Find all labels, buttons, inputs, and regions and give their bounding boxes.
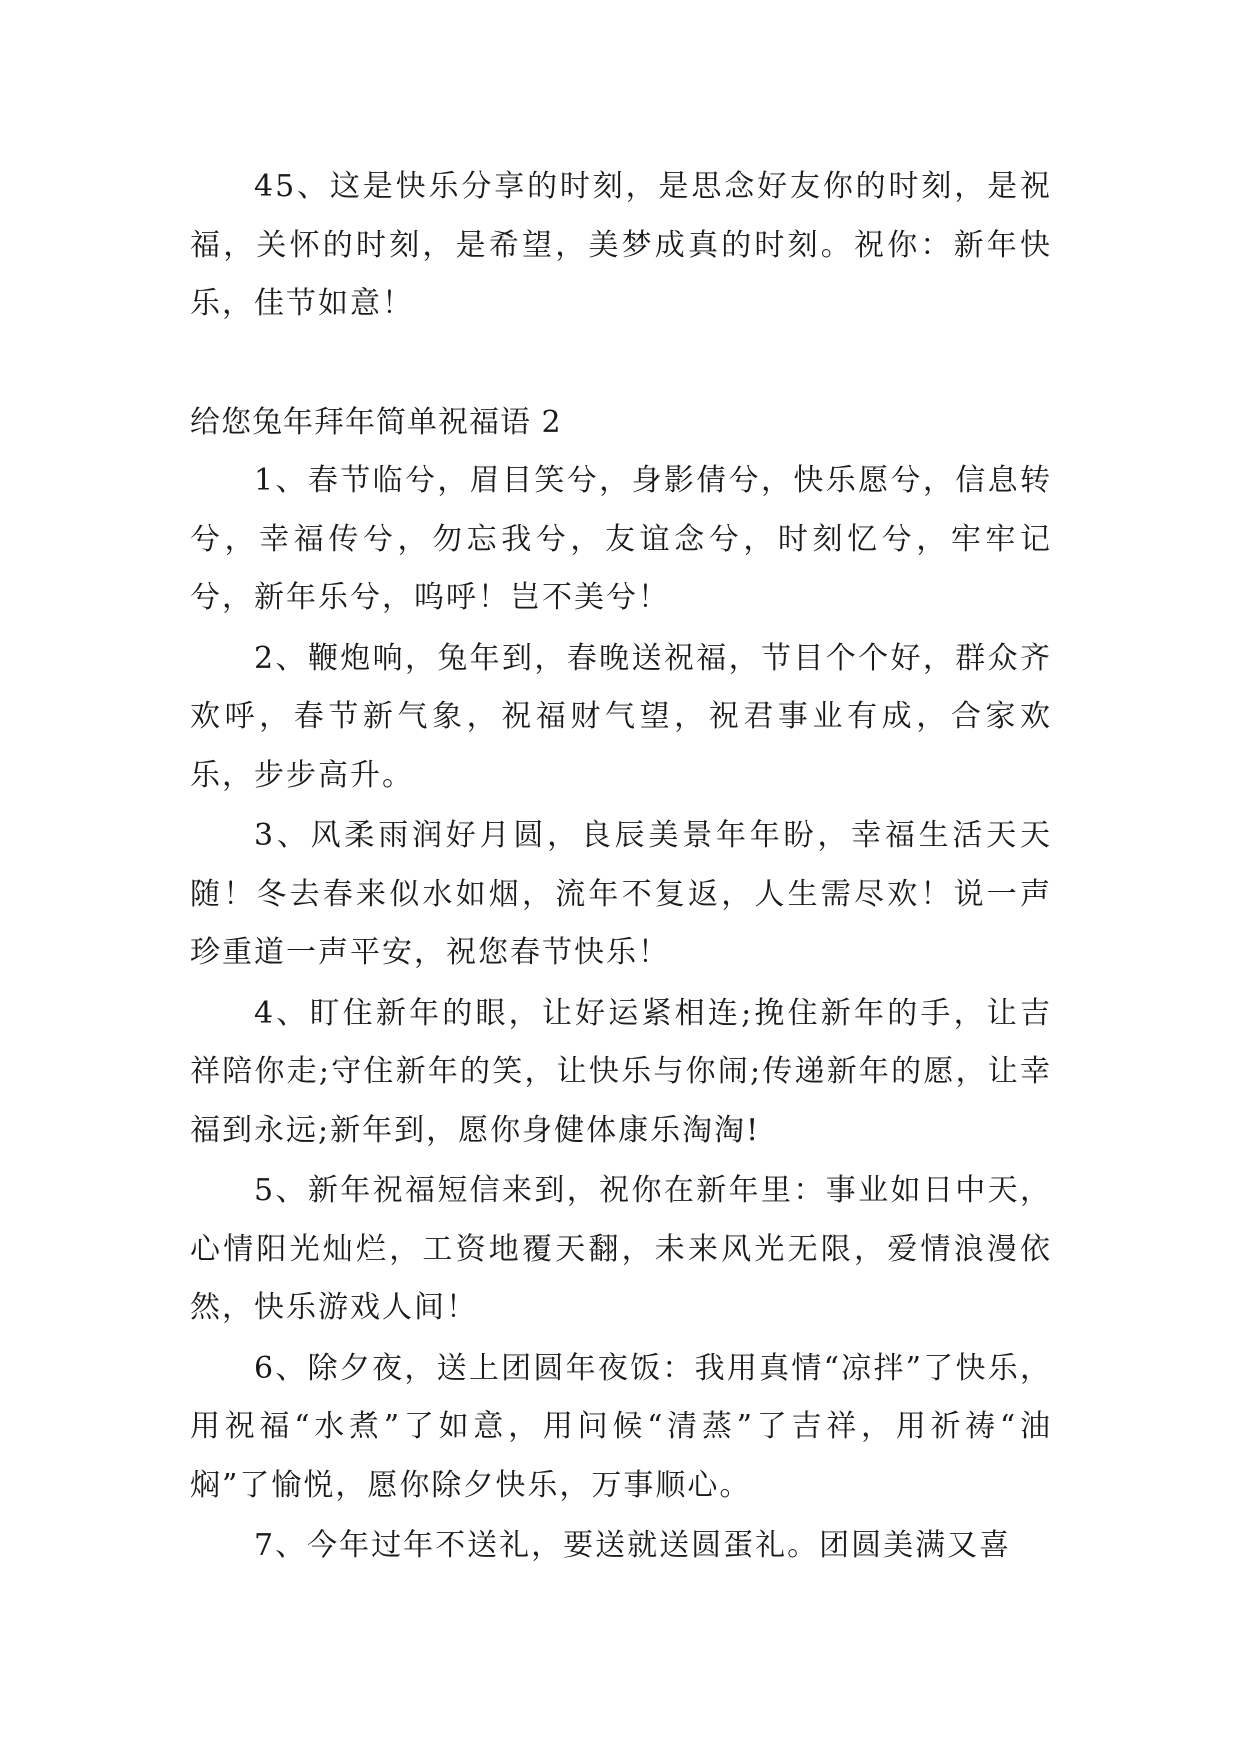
paragraph-item-4: 4、盯住新年的眼，让好运紧相连;挽住新年的手，让吉祥陪你走;守住新年的笑，让快乐与你闹;传递新年的愿，让幸福到永远;新年到，愿你身健体康乐淘淘! — [190, 995, 1052, 1148]
paragraph-item-7: 7、今年过年不送礼，要送就送圆蛋礼。团圆美满又喜 — [254, 1528, 1012, 1563]
paragraph-intro: 45、这是快乐分享的时刻，是思念好友你的时刻，是祝福，关怀的时刻，是希望，美梦成真的时刻。祝你：新年快乐，佳节如意！ — [190, 169, 1052, 321]
paragraph-item-3: 3、风柔雨润好月圆，良辰美景年年盼，幸福生活天天随！冬去春来似水如烟，流年不复返，人生需尽欢！说一声珍重道一声平安，祝您春节快乐！ — [190, 818, 1052, 970]
document-body — [190, 158, 1052, 1578]
paragraph-item-6: 6、除夕夜，送上团圆年夜饭：我用真情“凉拌”了快乐，用祝福“水煮”了如意，用问候“清蒸”了吉祥，用祈祷“油焖”了愉悦，愿你除夕快乐，万事顺心。 — [190, 1350, 1052, 1503]
paragraph-item-2: 2、鞭炮响，兔年到，春晚送祝福，节目个个好，群众齐欢呼，春节新气象，祝福财气望，祝君事业有成，合家欢乐，步步高升。 — [190, 640, 1052, 793]
section-heading: 给您兔年拜年简单祝福语 2 — [190, 404, 562, 440]
paragraph-item-1: 1、春节临兮，眉目笑兮，身影倩兮，快乐愿兮，信息转兮，幸福传兮，勿忘我兮，友谊念兮，时刻忆兮，牢牢记兮，新年乐兮，呜呼！岂不美兮！ — [190, 463, 1052, 615]
paragraph-item-5: 5、新年祝福短信来到，祝你在新年里：事业如日中天，心情阳光灿烂，工资地覆天翻，未来风光无限，爱情浪漫依然，快乐游戏人间！ — [190, 1173, 1052, 1325]
